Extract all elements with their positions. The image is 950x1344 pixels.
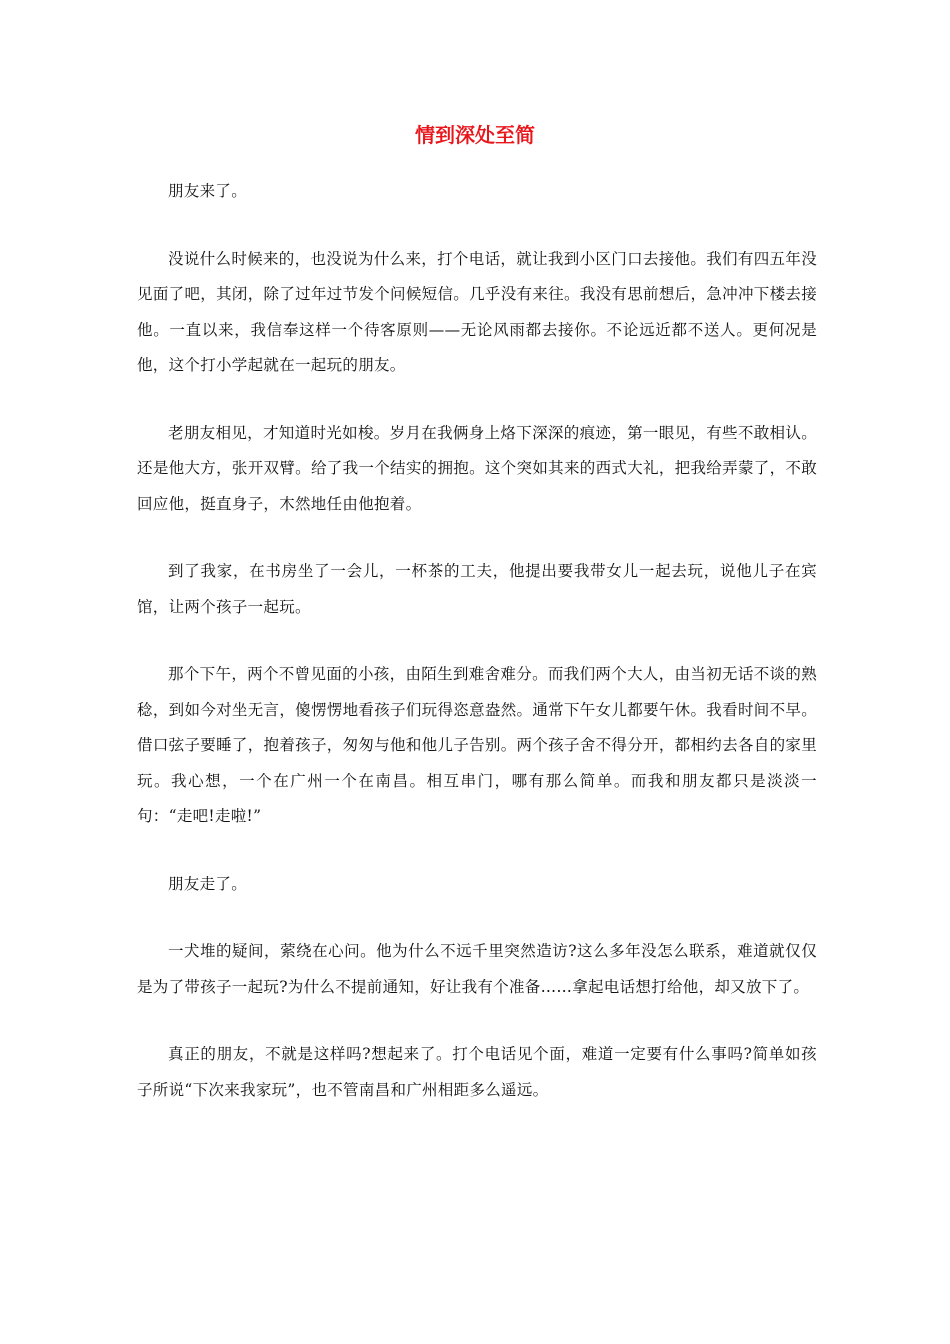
- paragraph-1: 朋友来了。: [168, 182, 248, 200]
- paragraph-3: 老朋友相见，才知道时光如梭。岁月在我俩身上烙下深深的痕迹，第一眼见，有些不敢相认。还是他大方，张开双臂。给了我一个结实的拥抱。这个突如其来的西式大礼，把我给弄蒙了，不敢回应他，挺直身子，木然地任由他抱着。: [137, 423, 817, 513]
- paragraph-8: 真正的朋友，不就是这样吗?想起来了。打个电话见个面，难道一定要有什么事吗?简单如孩子所说“下次来我家玩”，也不管南昌和广州相距多么遥远。: [137, 1045, 817, 1099]
- paragraph-4: 到了我家，在书房坐了一会儿，一杯茶的工夫，他提出要我带女儿一起去玩，说他儿子在宾馆，让两个孩子一起玩。: [137, 562, 817, 616]
- article-title: 情到深处至简: [415, 123, 535, 147]
- paragraph-6: 朋友走了。: [168, 874, 248, 893]
- article-body: [137, 174, 817, 1140]
- paragraph-7: 一犬堆的疑间，萦绕在心问。他为什么不远千里突然造访?这么多年没怎么联系，难道就仅仅是为了带孩子一起玩?为什么不提前通知，好让我有个准备……拿起电话想打给他，却又放下了。: [137, 942, 817, 996]
- paragraph-2: 没说什么时候来的，也没说为什么来，打个电话，就让我到小区门口去接他。我们有四五年没见面了吧，其闭，除了过年过节发个问候短信。几乎没有来往。我没有思前想后，急冲冲下楼去接他。一直以来，我信奉这样一个待客原则——无论风雨都去接你。不论远近都不送人。更何况是他，这个打小学起就在一起玩的朋友。: [137, 249, 817, 374]
- paragraph-5: 那个下午，两个不曾见面的小孩，由陌生到难舍难分。而我们两个大人，由当初无话不谈的熟稔，到如今对坐无言，傻愣愣地看孩子们玩得恣意盎然。通常下午女儿都要午休。我看时间不早。借口弦子要睡了，抱着孩子，匆匆与他和他儿子告别。两个孩子舍不得分开，都相约去各自的家里玩。我心想，一个在广州一个在南昌。相互串门，哪有那么简单。而我和朋友都只是淡淡一句：“走吧!走啦!”: [137, 665, 817, 825]
